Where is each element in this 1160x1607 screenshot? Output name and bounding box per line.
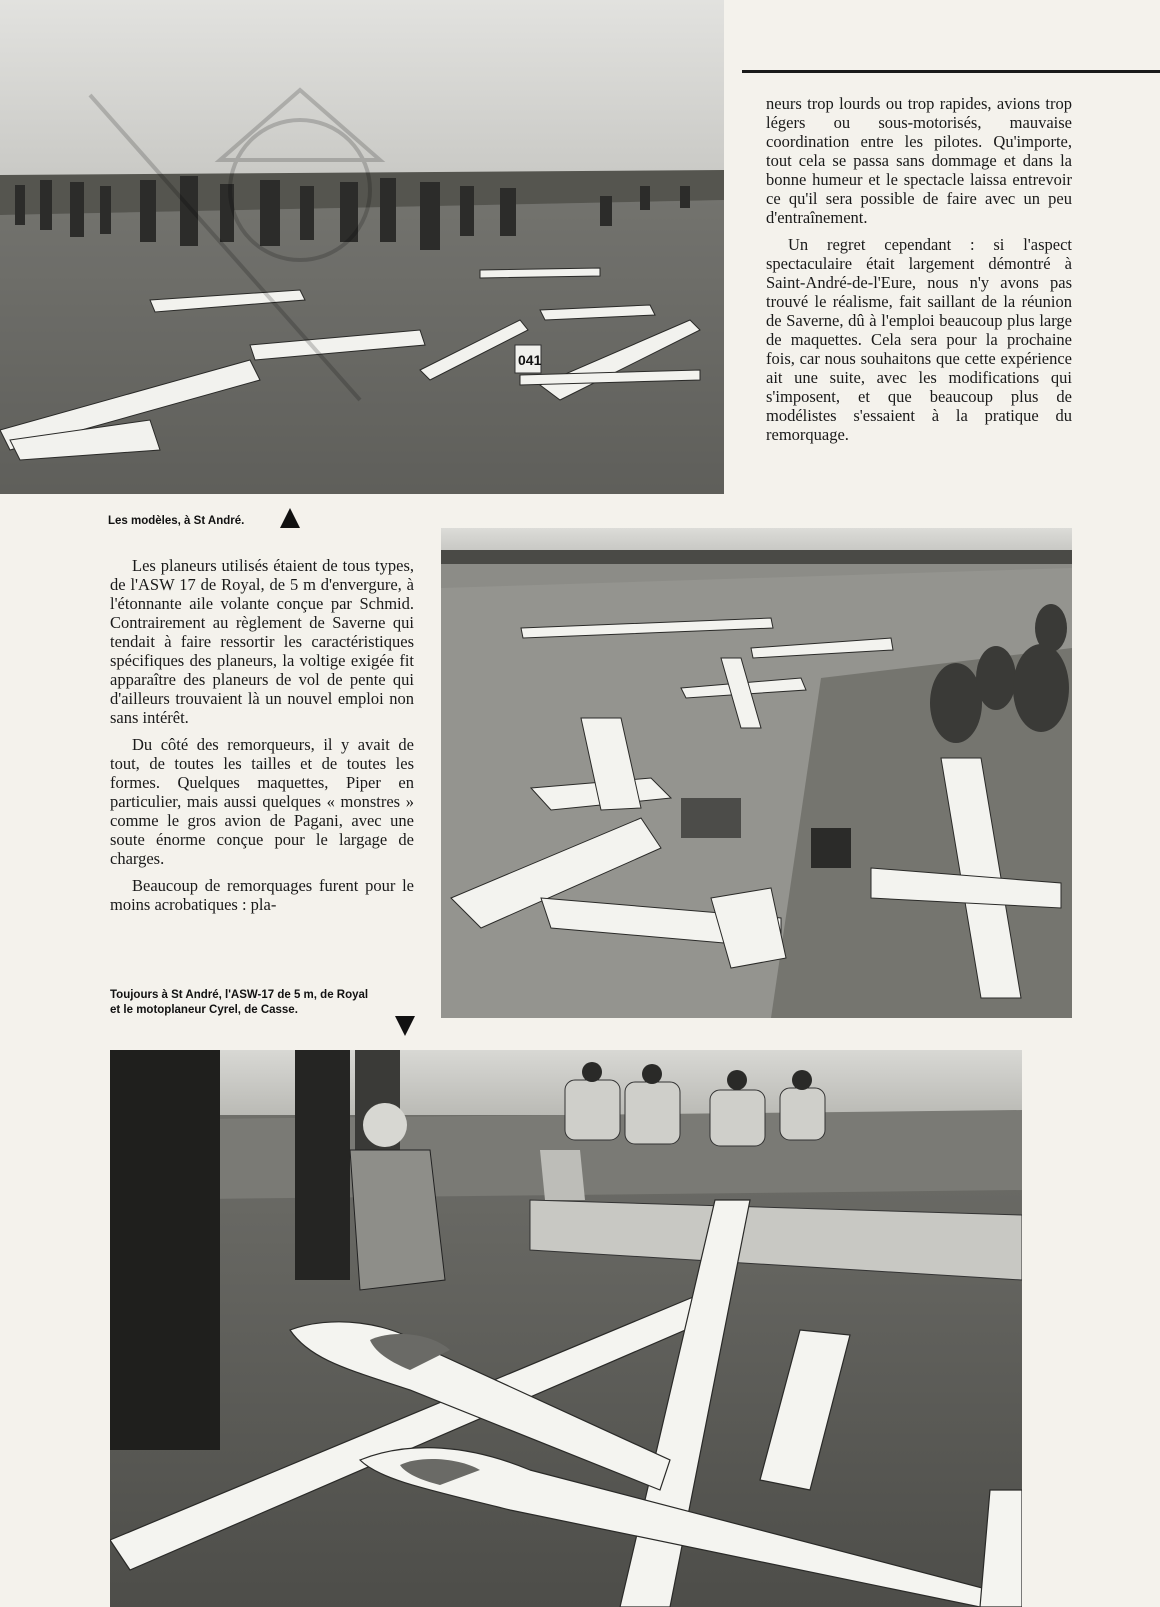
plate-number: 041 [518,352,542,368]
column-left-middle [110,556,414,922]
caption-bottom [110,988,420,1018]
paragraph: Beaucoup de remorquages furent pour le moins acrobatiques : pla- [110,876,414,914]
top-rule [742,70,1160,73]
paragraph: Les planeurs utilisés étaient de tous types, de l'ASW 17 de Royal, de 5 m d'envergure, à l'étonnante aile volante conçue par Schmid. Contrairement au règlement de Saverne qui tendait à faire ressortir les caractéristiques spécifiques des planeurs, la voltige exigée fit apparaître des planeurs de vol de pente qui d'ailleurs trouvaient là un nouvel emploi non sans intérêt. [110,556,414,727]
photo-asw17-cyrel [110,1050,1022,1607]
caption-line: et le motoplaneur Cyrel, de Casse. [110,1004,298,1016]
arrow-down-icon [395,1016,415,1036]
caption-text: Les modèles, à St André. [108,515,245,527]
paragraph: Du côté des remorqueurs, il y avait de tout, de toutes les tailles et de toutes les formes. Quelques maquettes, Piper en particulier, mais aussi quelques « monstres » comme le gros avion de Pagani, avec une soute énorme conçue pour le largage de charges. [110,735,414,868]
photo-models-st-andre [0,0,724,494]
paragraph: neurs trop lourds ou trop rapides, avions trop légers ou sous-motorisés, mauvaise coordination entre les pilotes. Qu'importe, tout cela se passa sans dommage et dans la bonne humeur et le spectacle laissa entrevoir ce qu'il sera possible de faire avec un peu d'entraînement. [766,94,1072,227]
caption-top [108,514,288,529]
arrow-up-icon [280,508,300,528]
caption-line: Toujours à St André, l'ASW-17 de 5 m, de Royal [110,989,369,1001]
paragraph: Un regret cependant : si l'aspect spectaculaire était largement démontré à Saint-André-de-l'Eure, nous n'y avons pas trouvé le réalisme, fait saillant de la réunion de Saverne, dû à l'emploi beaucoup plus large de maquettes. Cela sera pour la prochaine fois, car nous souhaitons que cette expérience ait une suite, avec les modifications qui s'imposent, et que beaucoup plus de modélistes s'essaient à la pratique du remorquage. [766,235,1072,444]
column-right-top [766,94,1072,452]
photo-runway-lineup [441,528,1072,1018]
